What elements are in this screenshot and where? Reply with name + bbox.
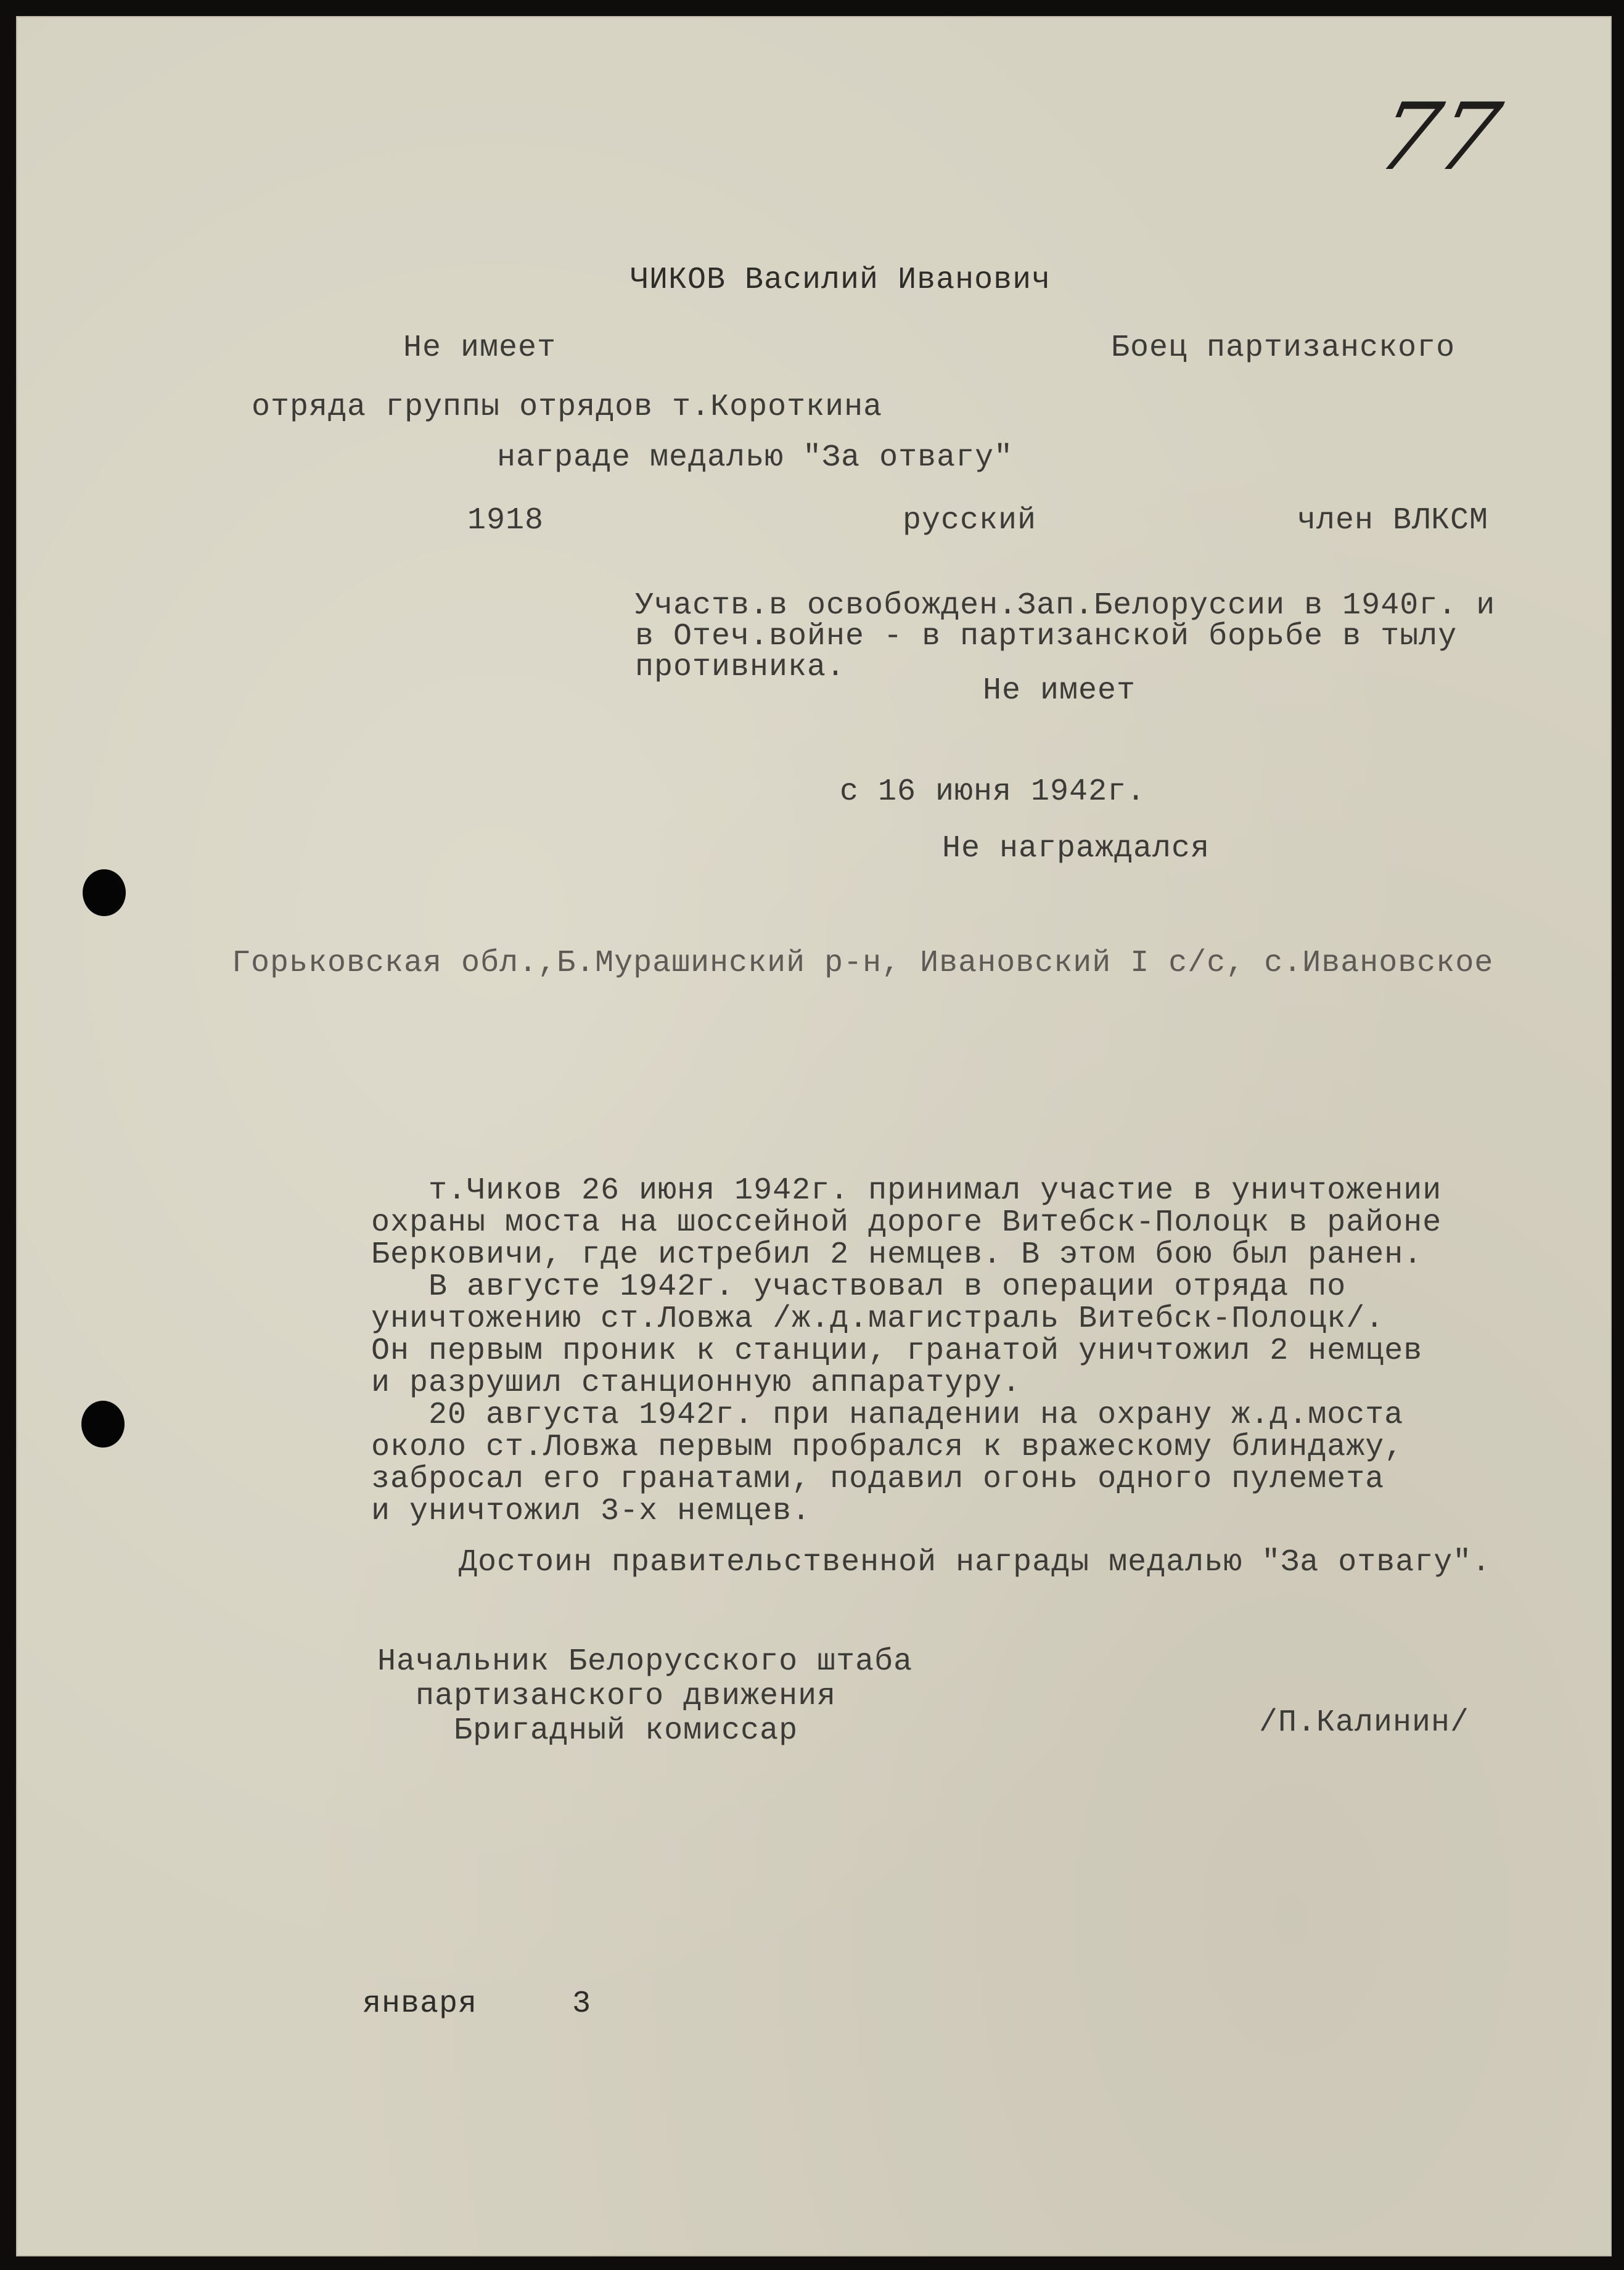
signature-name: /П.Калинин/ xyxy=(1259,1705,1470,1740)
birth-year: 1918 xyxy=(467,503,544,538)
award-nomination: награде медалью "За отвагу" xyxy=(497,440,1014,475)
punch-hole-upper xyxy=(83,869,126,916)
person-name: ЧИКОВ Василий Иванович xyxy=(630,263,1051,298)
home-address: Горьковская обл.,Б.Мурашинский р-н, Ивановский I с/с, с.Ивановское xyxy=(232,946,1494,981)
date-day: 3 xyxy=(572,1986,592,2022)
nationality: русский xyxy=(903,503,1037,538)
previous-awards: Не награждался xyxy=(942,831,1210,866)
narrative-text: т.Чиков 26 июня 1942г. принимал участие в уничтожении охраны моста на шоссейной дороге Витебск-Полоцк в районе Берковичи, где истребил 2 немцев. В этом бою был ранен. В августе 1942г. участвовал в операции отряда по уничтожению ст.Ловжа /ж.д.магистраль Витебск-Полоцк/. Он первым проник к станции, гранатой уничтожил 2 немцев и разрушил станционную аппаратуру. 20 августа 1942г. при нападении на охрану ж.д.моста около ст.Ловжа первым пробрался к вражескому блиндажу, забросал его гранатами, подавил огонь одного пулемета и уничтожил 3-х немцев. xyxy=(371,1173,1442,1529)
position-line-1: Боец партизанского xyxy=(1111,330,1456,366)
wounds: Не имеет xyxy=(983,673,1136,708)
punch-hole-lower xyxy=(81,1401,125,1448)
conclusion: Достоин правительственной награды медалью "За отвагу". xyxy=(459,1545,1491,1580)
document-page xyxy=(16,16,1612,2256)
signature-title: Начальник Белорусского штаба партизанского движения Бригадный комиссар xyxy=(377,1644,913,1748)
handwritten-file-number: 77 xyxy=(1368,84,1509,191)
service-since: с 16 июня 1942г. xyxy=(840,774,1146,809)
position-line-2: отряда группы отрядов т.Короткина xyxy=(252,390,883,425)
party-membership: член ВЛКСМ xyxy=(1297,503,1489,538)
combat-participation: Участв.в освобожден.Зап.Белоруссии в 1940г. и в Отеч.войне - в партизанской борьбе в тылу противника. xyxy=(635,588,1496,685)
rank: Не имеет xyxy=(403,330,557,366)
date-month: января xyxy=(363,1986,478,2022)
